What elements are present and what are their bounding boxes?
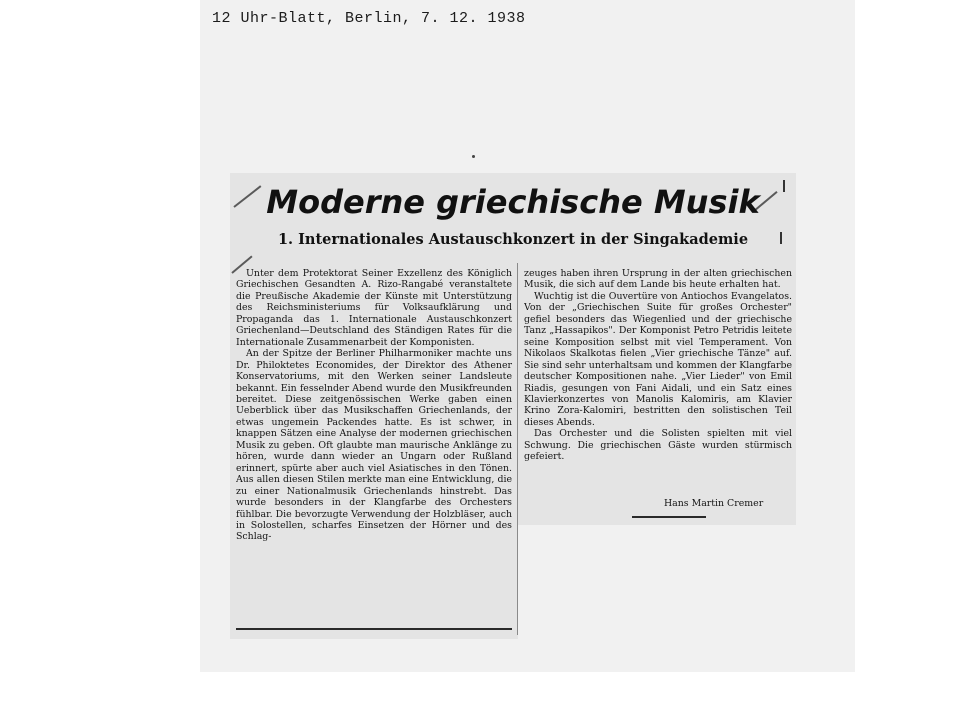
article-paragraph-continued: zeuges haben ihren Ursprung in der alten griechischen Musik, die sich auf dem Lande bis heute erhalten hat. (524, 268, 792, 291)
article-author: Hans Martin Cremer (664, 498, 764, 509)
paper-speck (472, 155, 475, 158)
column-divider (517, 263, 518, 635)
article-column-1 (236, 268, 512, 628)
article-paragraph: An der Spitze der Berliner Philharmoniker machte uns Dr. Philoktetes Economides, der Direktor des Athener Konservatoriums, mit den Werken seiner Landsleute bekannt. Ein fesselnder Abend wurde den Musikfreunden bereitet. Diese zeitgenössischen Werke gaben einen Ueberblick über das Musikschaffen Griechenlands, der etwas ungemein Packendes hatte. Es ist schwer, in knappen Sätzen eine Analyse der modernen griechischen Musik zu geben. Oft glaubte man maurische Anklänge zu hören, wurde dann wieder an Ungarn oder Rußland erinnert, spürte aber auch viel Asiatisches in den Tönen. Aus allen diesen Stilen merkte man eine Entwicklung, die zu einer Nationalmusik Griechenlands hinstrebt. Das wurde besonders in der Klangfarbe des Orchesters fühlbar. Die bevorzugte Verwendung der Holzbläser, auch in Solostellen, scharfes Einsetzen der Hörner und des Schlag- (236, 348, 512, 543)
column-end-rule (236, 628, 512, 630)
article-paragraph: Unter dem Protektorat Seiner Exzellenz des Königlich Griechischen Gesandten A. Rizo-Rangabé veranstaltete die Preußische Akademie der Künste mit Unterstützung des Reichsministeriums für Volksaufklärung und Propaganda das 1. Internationale Austauschkonzert Griechenland—Deutschland des Ständigen Rates für die Internationale Zusammenarbeit der Komponisten. (236, 268, 512, 348)
article-paragraph: Das Orchester und die Solisten spielten mit viel Schwung. Die griechischen Gäste wurden stürmisch gefeiert. (524, 428, 792, 463)
article-paragraph: Wuchtig ist die Ouvertüre von Antiochos Evangelatos. Von der „Griechischen Suite für großes Orchester" gefiel besonders das Wiegenlied und der griechische Tanz „Hassapikos". Der Komponist Petro Petridis leitete seine Komposition selbst mit viel Temperament. Von Nikolaos Skalkotas fielen „Vier griechische Tänze" auf. Sie sind sehr unterhaltsam und kommen der Klangfarbe deutscher Kompositionen nahe. „Vier Lieder" von Emil Riadis, gesungen von Fani Aidali, und ein Satz eines Klavierkonzertes von Manolis Kalomiris, am Klavier Krino Zora-Kalomiri, bestritten den solistischen Teil dieses Abends. (524, 290, 792, 428)
author-rule (632, 516, 706, 518)
article-headline: Moderne griechische Musik (266, 183, 760, 221)
source-dateline: 12 Uhr-Blatt, Berlin, 7. 12. 1938 (212, 10, 526, 27)
article-column-2 (524, 268, 792, 510)
article-subheadline: 1. Internationales Austauschkonzert in der Singakademie (277, 231, 749, 248)
